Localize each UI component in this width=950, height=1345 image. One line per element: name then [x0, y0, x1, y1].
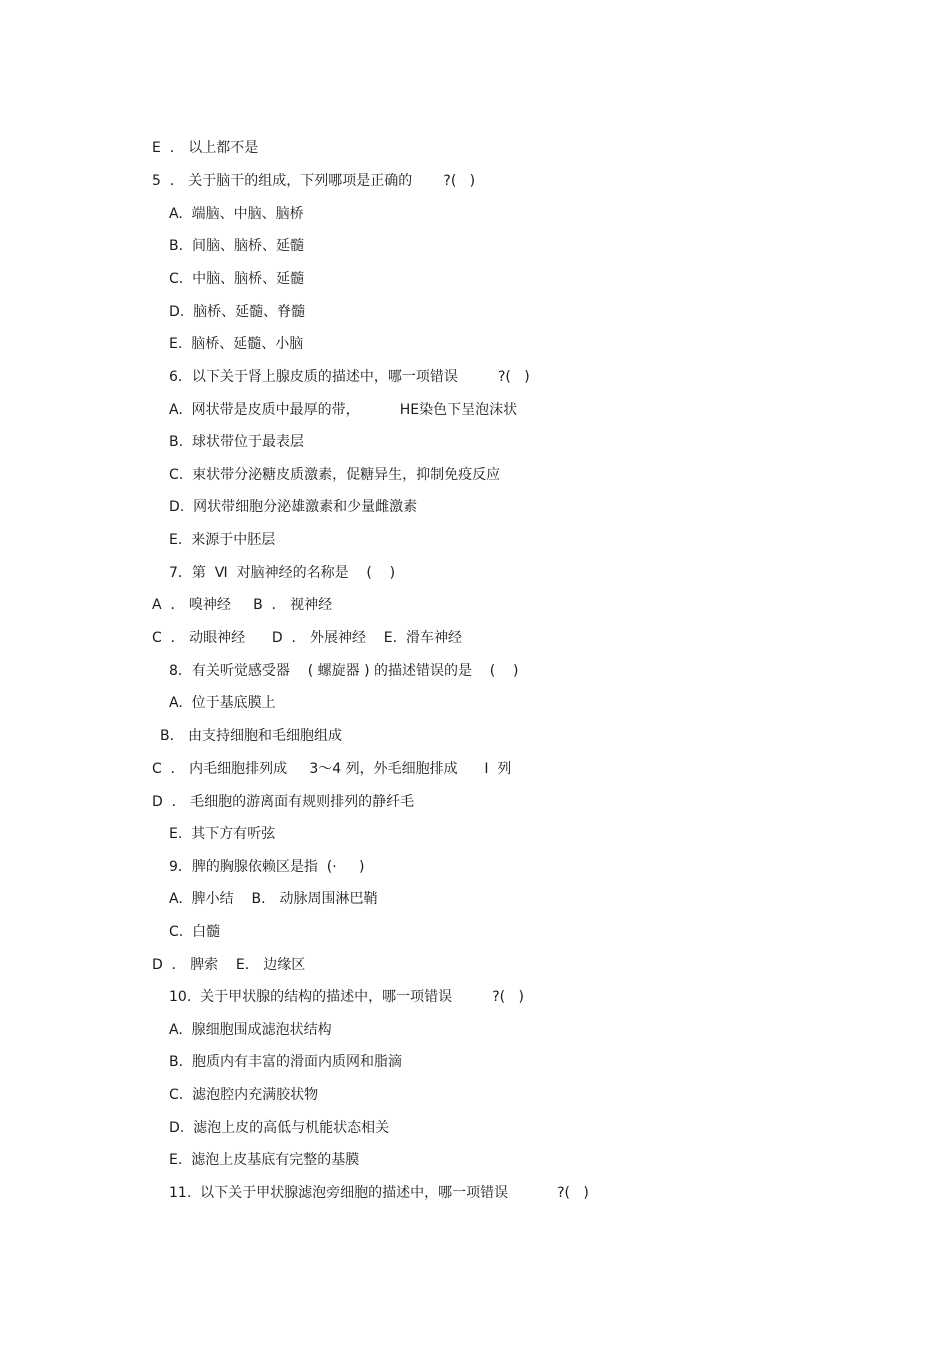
option-line: B． 由支持细胞和毛细胞组成	[160, 728, 343, 744]
option-line: B. 间脑、脑桥、延髓	[169, 238, 304, 254]
question-9: 9．脾的胸腺依赖区是指 (· )	[169, 859, 365, 875]
option-line: A. 端脑、中脑、脑桥	[169, 206, 304, 222]
option-line: C ． 内毛细胞排列成 3～4 列，外毛细胞排成 I 列	[152, 761, 512, 777]
question-6: 6．以下关于肾上腺皮质的描述中，哪一项错误 ?( )	[169, 369, 530, 385]
option-line: E. 来源于中胚层	[169, 532, 276, 548]
option-line: C. 中脑、脑桥、延髓	[169, 271, 305, 287]
option-line: C. 滤泡腔内充满胶状物	[169, 1087, 319, 1103]
question-11: 11. 以下关于甲状腺滤泡旁细胞的描述中，哪一项错误 ?( )	[169, 1185, 589, 1201]
option-line: E. 其下方有听弦	[169, 826, 276, 842]
question-5: 5 ． 关于脑干的组成，下列哪项是正确的 ?( )	[152, 173, 476, 189]
question-8: 8．有关听觉感受器 ( 螺旋器 ) 的描述错误的是 ( )	[169, 663, 519, 679]
text-line: E ． 以上都不是	[152, 140, 259, 156]
option-line: C ． 动眼神经 D ． 外展神经 E. 滑车神经	[152, 630, 462, 646]
option-line: A ． 嗅神经 B ． 视神经	[152, 597, 333, 613]
option-line: A. 位于基底膜上	[169, 695, 276, 711]
question-10: 10. 关于甲状腺的结构的描述中，哪一项错误 ?( )	[169, 989, 524, 1005]
option-line: B. 球状带位于最表层	[169, 434, 304, 450]
option-line: A. 网状带是皮质中最厚的带， HE染色下呈泡沫状	[169, 402, 518, 418]
option-line: E. 脑桥、延髓、小脑	[169, 336, 304, 352]
option-line: A. 脾小结 B． 动脉周围淋巴鞘	[169, 891, 378, 907]
option-line: D. 网状带细胞分泌雄激素和少量雌激素	[169, 499, 418, 515]
option-line: C. 束状带分泌糖皮质激素，促糖异生，抑制免疫反应	[169, 467, 501, 483]
option-line: D ． 脾索 E． 边缘区	[152, 957, 306, 973]
option-line: B. 胞质内有丰富的滑面内质网和脂滴	[169, 1054, 402, 1070]
option-line: A. 腺细胞围成滤泡状结构	[169, 1022, 332, 1038]
option-line: C. 白髓	[169, 924, 221, 940]
option-line: D. 滤泡上皮的高低与机能状态相关	[169, 1120, 390, 1136]
option-line: D. 脑桥、延髓、脊髓	[169, 304, 306, 320]
option-line: E. 滤泡上皮基底有完整的基膜	[169, 1152, 360, 1168]
option-line: D ． 毛细胞的游离面有规则排列的静纤毛	[152, 794, 415, 810]
question-7: 7．第 Ⅵ 对脑神经的名称是 ( )	[169, 565, 396, 581]
